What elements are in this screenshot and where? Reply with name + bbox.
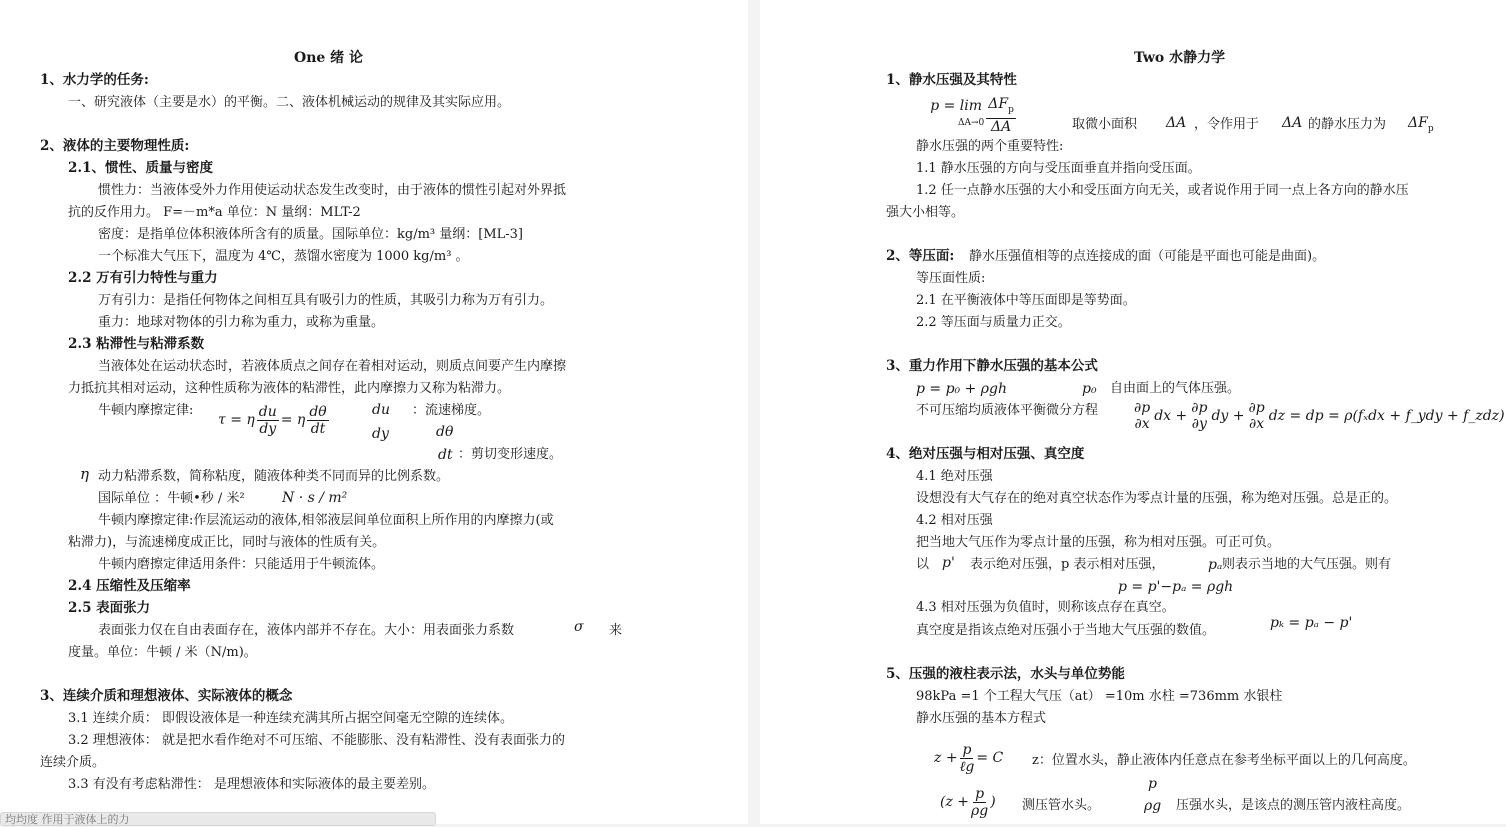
symbol bbox=[1408, 115, 1434, 138]
denominator: ℓg bbox=[959, 759, 975, 775]
paragraph-line: 牛顿内摩擦定律:作层流运动的液体,相邻液层间单位面积上所作用的内摩擦力(或 bbox=[98, 513, 554, 528]
friction-formula bbox=[218, 404, 331, 437]
paragraph-line: 2.2 等压面与质量力正交。 bbox=[916, 315, 1071, 330]
symbol-eta: η bbox=[80, 465, 89, 483]
formula-text: z + bbox=[934, 750, 958, 766]
symbol-sigma: σ bbox=[574, 619, 584, 635]
section-heading: 4、绝对压强与相对压强、真空度 bbox=[886, 446, 1085, 462]
denominator: ∂x bbox=[1249, 416, 1265, 432]
paragraph-line: 当液体处在运动状态时，若液体质点之间存在着相对运动，则质点间要产生内摩擦 bbox=[98, 359, 567, 374]
paragraph-line: 不可压缩均质液体平衡微分方程 bbox=[916, 403, 1099, 418]
symbol: ρg bbox=[1144, 798, 1162, 814]
paragraph-line: 取微小面积 bbox=[1072, 117, 1138, 132]
paragraph-line: 自由面上的气体压强。 bbox=[1110, 381, 1241, 396]
energy-equation bbox=[934, 742, 1003, 775]
paragraph-line: ，令作用于 bbox=[1194, 117, 1260, 132]
paragraph-line: 度量。单位：牛顿 / 米（N/m)。 bbox=[68, 645, 257, 660]
symbol-text: ΔF bbox=[1408, 115, 1428, 131]
symbol: p bbox=[1148, 776, 1157, 792]
paragraph-line: 国际单位 ：牛顿•秒 / 米² bbox=[98, 491, 245, 506]
paragraph-line: 的静水压力为 bbox=[1308, 117, 1387, 132]
numerator: ∂p bbox=[1248, 400, 1265, 416]
symbol: dθ bbox=[436, 424, 454, 440]
paragraph-line: 把当地大气压作为零点计量的压强，称为相对压强。可正可负。 bbox=[916, 535, 1281, 550]
fraction bbox=[1189, 400, 1209, 432]
paragraph-line: 4.2 相对压强 bbox=[916, 513, 993, 528]
section-heading: 2、液体的主要物理性质: bbox=[40, 138, 190, 154]
pressure-limit-formula bbox=[928, 96, 1018, 135]
unit-formula: N · s / m² bbox=[282, 490, 348, 506]
paragraph-line: 1.2 任一点静水压强的大小和受压面方向无关，或者说作用于同一点上各方向的静水压 bbox=[916, 183, 1409, 198]
fraction bbox=[986, 96, 1016, 135]
fraction bbox=[1247, 400, 1267, 432]
formula-text: p = lim bbox=[930, 98, 983, 115]
paragraph-line: ：剪切变形速度。 bbox=[458, 447, 563, 462]
formula-text: (z + bbox=[940, 794, 970, 810]
subsection-heading: 2.4 压缩性及压缩率 bbox=[68, 578, 191, 594]
paragraph-line: 静水压强的基本方程式 bbox=[916, 711, 1047, 726]
paragraph-line: 惯性力：当液体受外力作用使运动状态发生改变时，由于液体的惯性引起对外界抵 bbox=[98, 183, 567, 198]
numerator: p bbox=[962, 742, 972, 758]
paragraph-line: 以 bbox=[916, 557, 930, 572]
document-page-left bbox=[0, 0, 748, 824]
section-heading: 3、重力作用下静水压强的基本公式 bbox=[886, 358, 1098, 374]
paragraph-line: 98kPa =1 个工程大气压（at） =10m 水柱 =736mm 水银柱 bbox=[916, 689, 1283, 704]
formula: p = p₀ + ρgh bbox=[916, 381, 1008, 397]
numerator: ∂p bbox=[1134, 400, 1151, 416]
denominator: ∂y bbox=[1191, 416, 1207, 432]
numerator: dθ bbox=[309, 404, 327, 420]
formula-text: = C bbox=[976, 750, 1004, 766]
paragraph-line: 1.1 静水压强的方向与受压面垂直并指向受压面。 bbox=[916, 161, 1201, 176]
paragraph-line: 3.3 有没有考虑粘滞性： 是理想液体和实际液体的最主要差别。 bbox=[68, 777, 435, 792]
paragraph-line: 万有引力：是指任何物体之间相互具有吸引力的性质，其吸引力称为万有引力。 bbox=[98, 293, 554, 308]
numerator: p bbox=[975, 786, 985, 802]
paragraph-line: 则表示当地的大气压强。则有 bbox=[1222, 557, 1392, 572]
paragraph-line: 强大小相等。 bbox=[886, 205, 965, 220]
section-heading: 1、静水压强及其特性 bbox=[886, 72, 1017, 88]
subscript: p bbox=[1427, 123, 1434, 134]
formula-text: ) bbox=[990, 794, 996, 810]
subsection-heading: 2.3 粘滞性与粘滞系数 bbox=[68, 336, 205, 352]
paragraph-line: 静水压强的两个重要特性: bbox=[916, 139, 1064, 154]
section-heading: 1、水力学的任务: bbox=[40, 72, 149, 88]
paragraph-line: 动力粘滞系数，简称粘度，随液体种类不同而异的比例系数。 bbox=[98, 469, 450, 484]
section-heading: 5、压强的液柱表示法，水头与单位势能 bbox=[886, 666, 1125, 682]
symbol: dt bbox=[438, 447, 453, 463]
subsection-heading: 2.2 万有引力特性与重力 bbox=[68, 270, 218, 286]
paragraph-line: 3.1 连续介质： 即假设液体是一种连续充满其所占据空间毫无空隙的连续体。 bbox=[68, 711, 513, 726]
fraction bbox=[971, 786, 988, 819]
paragraph-line: 4.1 绝对压强 bbox=[916, 469, 993, 484]
formula-text: = η bbox=[280, 412, 306, 428]
subscript: p bbox=[1008, 104, 1014, 115]
formula: p = p'−pₐ = ρgh bbox=[1118, 579, 1234, 595]
paragraph-line: ：流速梯度。 bbox=[412, 403, 491, 418]
symbol: p₀ bbox=[1082, 381, 1097, 397]
denominator: ρg bbox=[971, 803, 989, 819]
piezometric-head bbox=[940, 786, 996, 819]
subsection-heading: 2.5 表面张力 bbox=[68, 600, 151, 616]
paragraph-line: 设想没有大气存在的绝对真空状态作为零点计量的压强，称为绝对压强。总是正的。 bbox=[916, 491, 1398, 506]
paragraph-line: 一、研究液体（主要是水）的平衡。二、液体机械运动的规律及其实际应用。 bbox=[68, 95, 511, 110]
symbol: du bbox=[372, 402, 390, 418]
paragraph-line: 密度：是指单位体积液体所含有的质量。国际单位：kg/m³ 量纲：[ML-3] bbox=[98, 227, 524, 242]
status-text: 均均度 作用于液体上的力 bbox=[5, 813, 130, 826]
section-heading: 2、等压面: bbox=[886, 248, 955, 264]
denominator: dy bbox=[259, 421, 277, 437]
limit-subscript: ΔA→0 bbox=[958, 118, 985, 129]
paragraph-line: 压强水头，是该点的测压管内液柱高度。 bbox=[1176, 798, 1411, 813]
paragraph-line: 静水压强值相等的点连接成的面（可能是平面也可能是曲面)。 bbox=[969, 249, 1326, 264]
formula-text: dz = dp = ρ(fₓdx + f_ydy + f_zdz) bbox=[1268, 407, 1505, 424]
paragraph-line: 测压管水头。 bbox=[1022, 798, 1101, 813]
paragraph-line: 力抵抗其相对运动，这种性质称为液体的粘滞性，此内摩擦力又称为粘滞力。 bbox=[68, 381, 511, 396]
paragraph-line: 真空度是指该点绝对压强小于当地大气压强的数值。 bbox=[916, 623, 1216, 638]
formula: pₖ = pₐ − p' bbox=[1270, 615, 1353, 631]
fraction bbox=[960, 742, 975, 775]
numerator: du bbox=[258, 404, 277, 420]
paragraph-line: 来 bbox=[609, 623, 623, 638]
symbol: ΔA bbox=[1166, 115, 1187, 131]
paragraph-line: 牛顿内摩擦定律: bbox=[98, 403, 194, 418]
symbol: p' bbox=[942, 555, 955, 571]
chapter-title: One 绪 论 bbox=[294, 50, 364, 66]
formula-text: τ = η bbox=[218, 412, 255, 428]
paragraph-line: 4.3 相对压强为负值时，则称该点存在真空。 bbox=[916, 600, 1175, 615]
denominator: dt bbox=[310, 421, 326, 437]
paragraph-line: 3.2 理想液体： 就是把水看作绝对不可压缩、不能膨胀、没有粘滞性、没有表面张力的 bbox=[68, 733, 565, 748]
denominator: ΔA bbox=[990, 118, 1012, 135]
denominator: ∂x bbox=[1134, 416, 1150, 432]
differential-equation: ∂p ∂x dx + ∂p ∂y dy + ∂p ∂x dz = dp = ρ(fₓdx + f_ydy + f_zdz) bbox=[1134, 400, 1505, 432]
paragraph-line: 2.1 在平衡液体中等压面即是等势面。 bbox=[916, 293, 1136, 308]
fraction bbox=[1132, 400, 1152, 432]
paragraph-line: 等压面性质: bbox=[916, 271, 986, 286]
section-heading: 3、连续介质和理想液体、实际液体的概念 bbox=[40, 688, 293, 704]
symbol: ΔA bbox=[1282, 115, 1303, 131]
symbol: dy bbox=[372, 426, 389, 442]
numerator: ∂p bbox=[1191, 400, 1208, 416]
paragraph-line: 表面张力仅在自由表面存在，液体内部并不存在。大小：用表面张力系数 bbox=[98, 623, 515, 638]
paragraph-line: z：位置水头，静止液体内任意点在参考坐标平面以上的几何高度。 bbox=[1032, 753, 1416, 768]
numerator: ΔF bbox=[988, 96, 1009, 112]
paragraph-line: 连续介质。 bbox=[40, 755, 106, 770]
fraction bbox=[257, 404, 279, 437]
paragraph-line: 重力：地球对物体的引力称为重力，或称为重量。 bbox=[98, 315, 385, 330]
paragraph-line: 表示绝对压强，p 表示相对压强， bbox=[970, 557, 1165, 572]
subsection-heading: 2.1、惯性、质量与密度 bbox=[68, 160, 213, 176]
paragraph-line: 抗的反作用力。 F=－m*a 单位：N 量纲：MLT-2 bbox=[68, 205, 361, 220]
paragraph-line: 粘滞力)，与流速梯度成正比，同时与液体的性质有关。 bbox=[68, 535, 386, 550]
symbol: pₐ bbox=[1208, 557, 1223, 573]
document-page-right bbox=[760, 0, 1506, 824]
paragraph-line: 牛顿内磨擦定律适用条件：只能适用于牛顿流体。 bbox=[98, 557, 385, 572]
chapter-title: Two 水静力学 bbox=[1134, 50, 1226, 66]
fraction bbox=[307, 404, 328, 437]
paragraph-line: 一个标准大气压下，温度为 4℃，蒸馏水密度为 1000 kg/m³ 。 bbox=[98, 249, 469, 264]
